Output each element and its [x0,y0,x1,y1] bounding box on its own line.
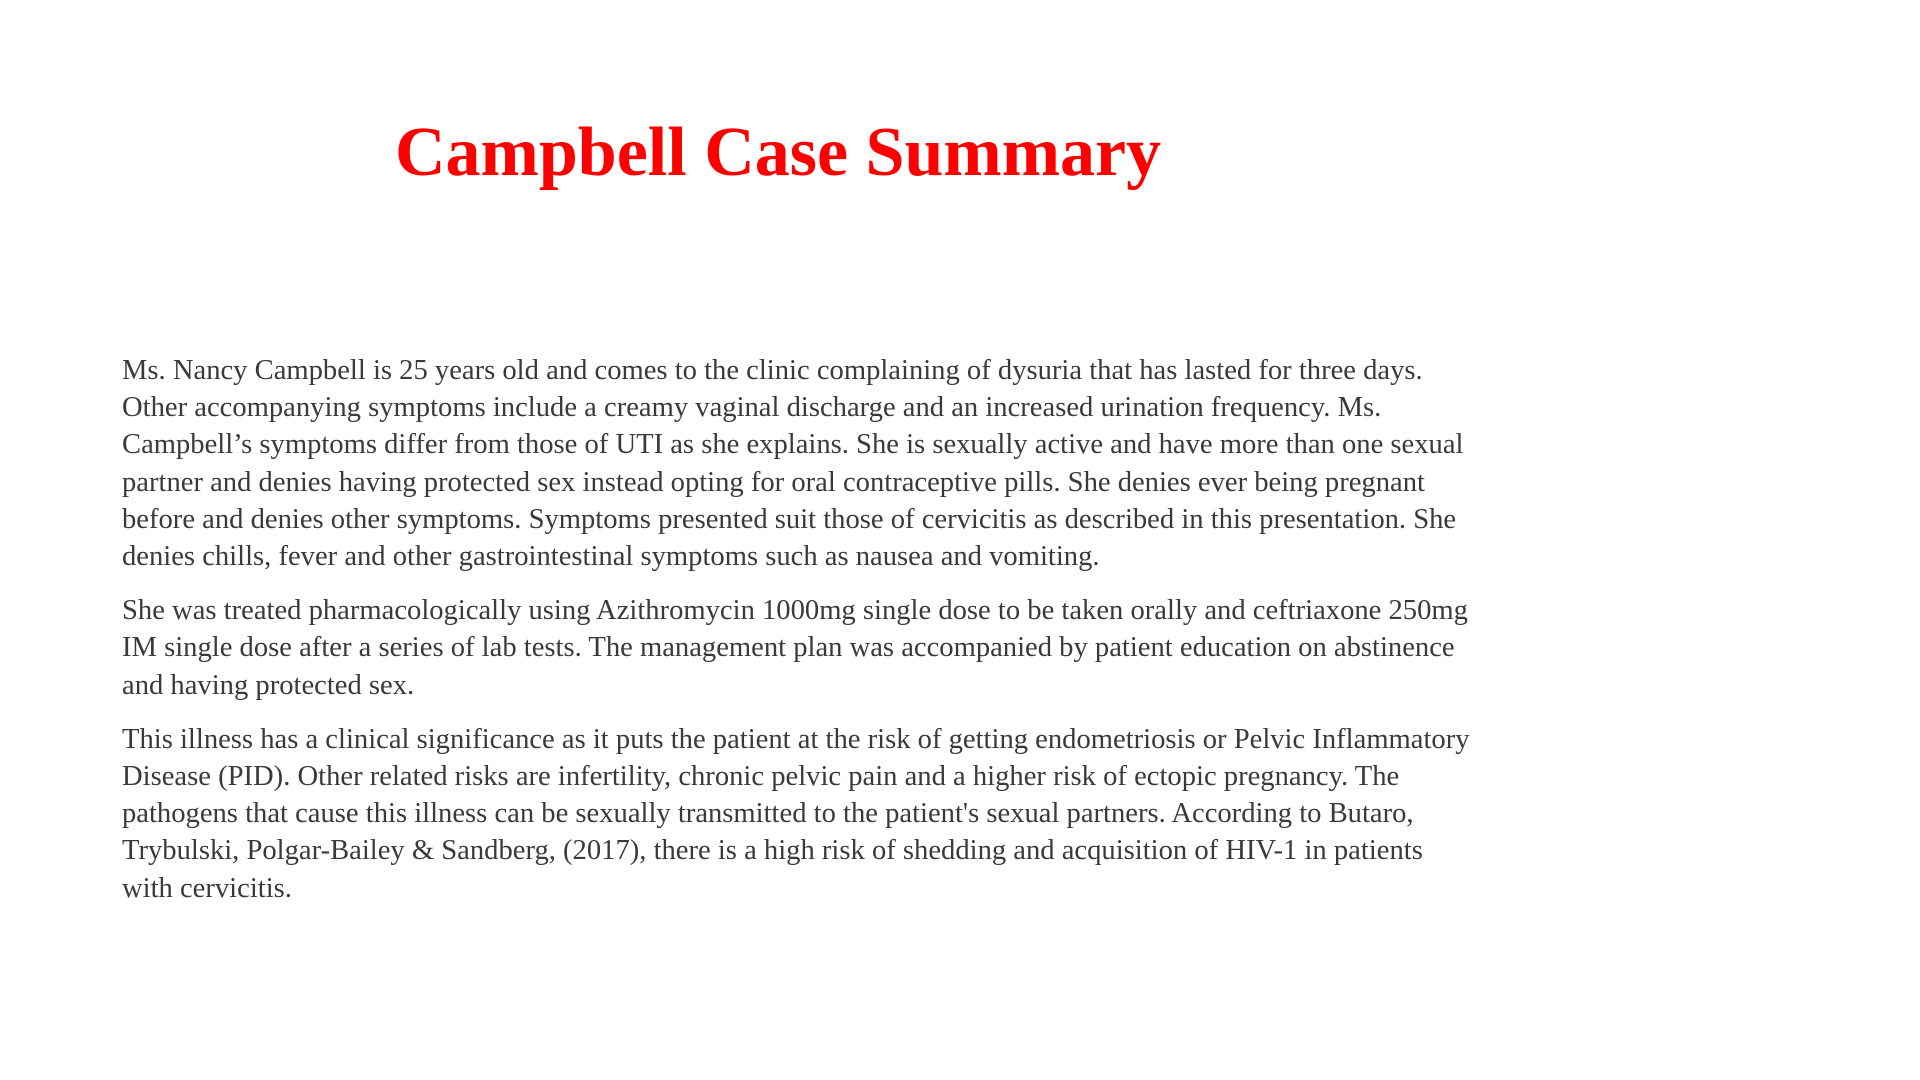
paragraph-clinical-significance: This illness has a clinical significance as it puts the patient at the risk of getting endometriosis or Pelvic Inflammatory Disease (PID). Other related risks are infertility, chronic pelvic pain and a higher risk of ectopic pregnancy. The pathogens that cause this illness can be sexually transmitted to the patient's sexual partners. According to Butaro, Trybulski, Polgar-Bailey & Sandberg, (2017), there is a high risk of shedding and acquisition of HIV-1 in patients with cervicitis. [122,723,1470,904]
slide-title: Campbell Case Summary [395,114,1162,191]
paragraph-treatment: She was treated pharmacologically using Azithromycin 1000mg single dose to be taken orally and ceftriaxone 250mg IM single dose after a series of lab tests. The management plan was accompanied by patient education on abstinence and having protected sex. [122,595,1468,701]
slide-body [122,352,1472,924]
paragraph-case-presentation: Ms. Nancy Campbell is 25 years old and comes to the clinic complaining of dysuria that has lasted for three days. Other accompanying symptoms include a creamy vaginal discharge and an increased urination frequency. Ms. Campbell’s symptoms differ from those of UTI as she explains. She is sexually active and have more than one sexual partner and denies having protected sex instead opting for oral contraceptive pills. She denies ever being pregnant before and denies other symptoms. Symptoms presented suit those of cervicitis as described in this presentation. She denies chills, fever and other gastrointestinal symptoms such as nausea and vomiting. [122,355,1464,573]
